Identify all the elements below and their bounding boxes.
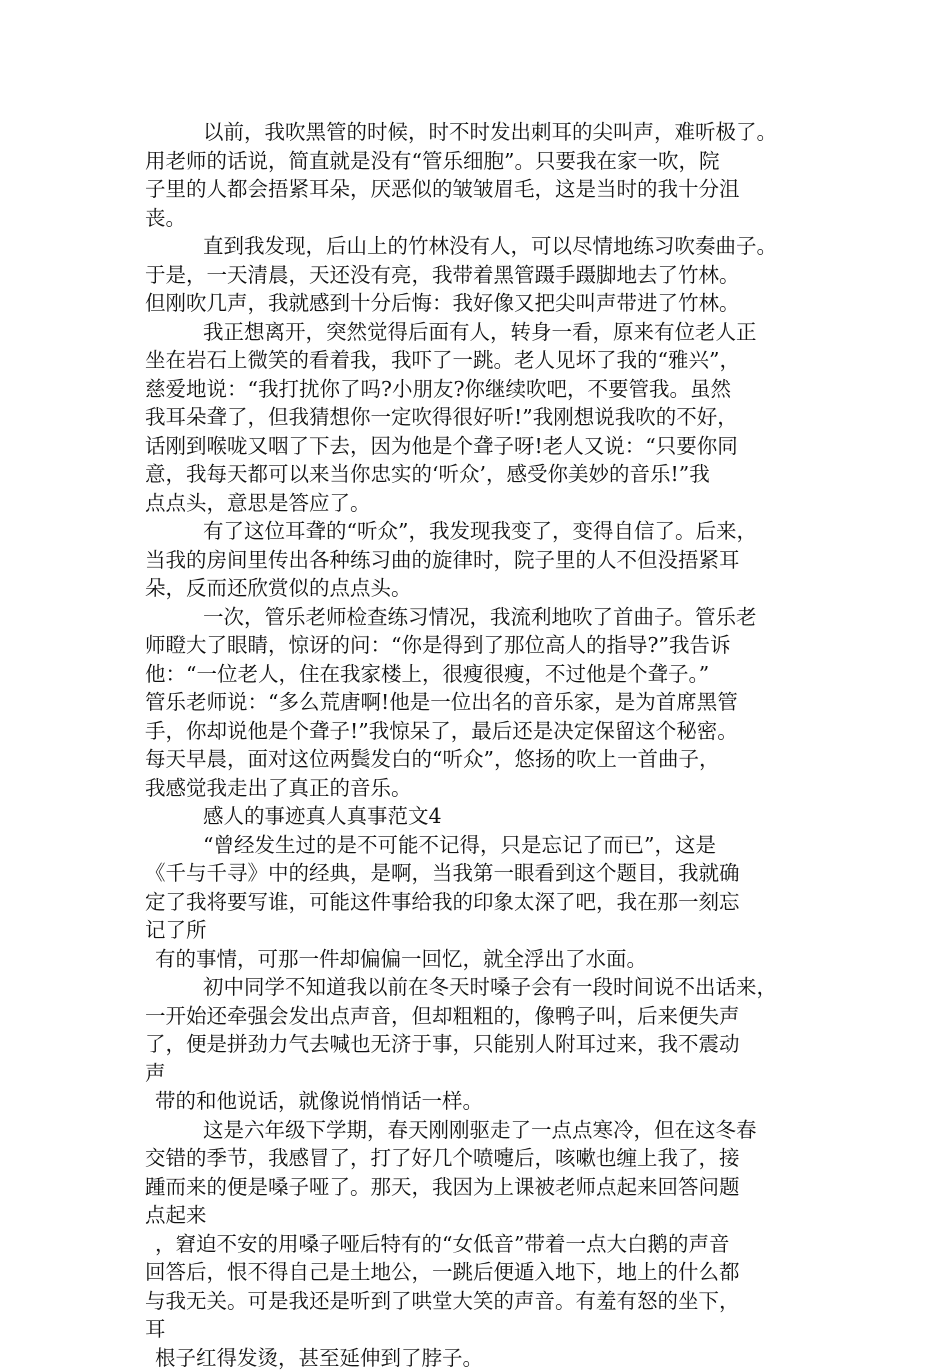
text-line: 这是六年级下学期，春天刚刚驱走了一点点寒冷，但在这冬春 [145,1116,830,1145]
text-line: 于是，一天清晨，天还没有亮，我带着黑管蹑手蹑脚地去了竹林。 [145,261,830,290]
text-line: 我感觉我走出了真正的音乐。 [145,774,830,803]
text-line: 以前，我吹黑管的时候，时不时发出刺耳的尖叫声，难听极了。 [145,118,830,147]
text-line: 管乐老师说：“多么荒唐啊!他是一位出名的音乐家，是为首席黑管 [145,688,830,717]
text-line: 了，便是拼劲力气去喊也无济于事，只能别人附耳过来，我不震动 [145,1030,830,1059]
text-line: 手，你却说他是个聋子!”我惊呆了，最后还是决定保留这个秘密。 [145,717,830,746]
text-line: 与我无关。可是我还是听到了哄堂大笑的声音。有羞有怒的坐下， [145,1287,830,1316]
text-line: “曾经发生过的是不可能不记得，只是忘记了而已”，这是 [145,831,830,860]
text-line: 子里的人都会捂紧耳朵，厌恶似的皱皱眉毛，这是当时的我十分沮 [145,175,830,204]
text-line: 带的和他说话，就像说悄悄话一样。 [145,1087,830,1116]
text-line: 根子红得发烫，甚至延伸到了脖子。 [145,1344,830,1372]
text-line: 话刚到喉咙又咽了下去，因为他是个聋子呀!老人又说：“只要你同 [145,432,830,461]
text-line: 丧。 [145,204,830,233]
text-line: 坐在岩石上微笑的看着我，我吓了一跳。老人见坏了我的“雅兴”， [145,346,830,375]
text-line: 师瞪大了眼睛，惊讶的问：“你是得到了那位高人的指导?”我告诉 [145,631,830,660]
text-line: 耳 [145,1315,830,1344]
text-line: 有了这位耳聋的“听众”，我发现我变了，变得自信了。后来， [145,517,830,546]
text-line: 我耳朵聋了，但我猜想你一定吹得很好听!”我刚想说我吹的不好， [145,403,830,432]
document-page [145,118,830,1372]
text-line: 点起来 [145,1201,830,1230]
text-line: 交错的季节，我感冒了，打了好几个喷嚏后，咳嗽也缠上我了，接 [145,1144,830,1173]
text-line: 慈爱地说：“我打扰你了吗?小朋友?你继续吹吧，不要管我。虽然 [145,375,830,404]
text-line: 每天早晨，面对这位两鬓发白的“听众”，悠扬的吹上一首曲子， [145,745,830,774]
text-line: 当我的房间里传出各种练习曲的旋律时，院子里的人不但没捂紧耳 [145,546,830,575]
text-line: 他：“一位老人，住在我家楼上，很瘦很瘦，不过他是个聋子。” [145,660,830,689]
text-line: 定了我将要写谁，可能这件事给我的印象太深了吧，我在那一刻忘 [145,888,830,917]
text-line: 朵，反而还欣赏似的点点头。 [145,574,830,603]
text-line: 回答后，恨不得自己是土地公，一跳后便遁入地下，地上的什么都 [145,1258,830,1287]
text-line: 但刚吹几声，我就感到十分后悔：我好像又把尖叫声带进了竹林。 [145,289,830,318]
text-line: 用老师的话说，简直就是没有“管乐细胞”。只要我在家一吹，院 [145,147,830,176]
text-line: 意，我每天都可以来当你忠实的‘听众’，感受你美妙的音乐!”我 [145,460,830,489]
section-heading: 感人的事迹真人真事范文4 [145,802,830,831]
text-line: 一开始还牵强会发出点声音，但却粗粗的，像鸭子叫，后来便失声 [145,1002,830,1031]
text-line: ，窘迫不安的用嗓子哑后特有的“女低音”带着一点大白鹅的声音 [145,1230,830,1259]
text-line: 初中同学不知道我以前在冬天时嗓子会有一段时间说不出话来， [145,973,830,1002]
text-line: 直到我发现，后山上的竹林没有人，可以尽情地练习吹奏曲子。 [145,232,830,261]
text-line: 踵而来的便是嗓子哑了。那天，我因为上课被老师点起来回答问题 [145,1173,830,1202]
text-line: 一次，管乐老师检查练习情况，我流利地吹了首曲子。管乐老 [145,603,830,632]
text-line: 点点头，意思是答应了。 [145,489,830,518]
text-line: 声 [145,1059,830,1088]
text-line: 我正想离开，突然觉得后面有人，转身一看，原来有位老人正 [145,318,830,347]
text-line: 有的事情，可那一件却偏偏一回忆，就全浮出了水面。 [145,945,830,974]
text-line: 《千与千寻》中的经典，是啊，当我第一眼看到这个题目，我就确 [145,859,830,888]
text-line: 记了所 [145,916,830,945]
